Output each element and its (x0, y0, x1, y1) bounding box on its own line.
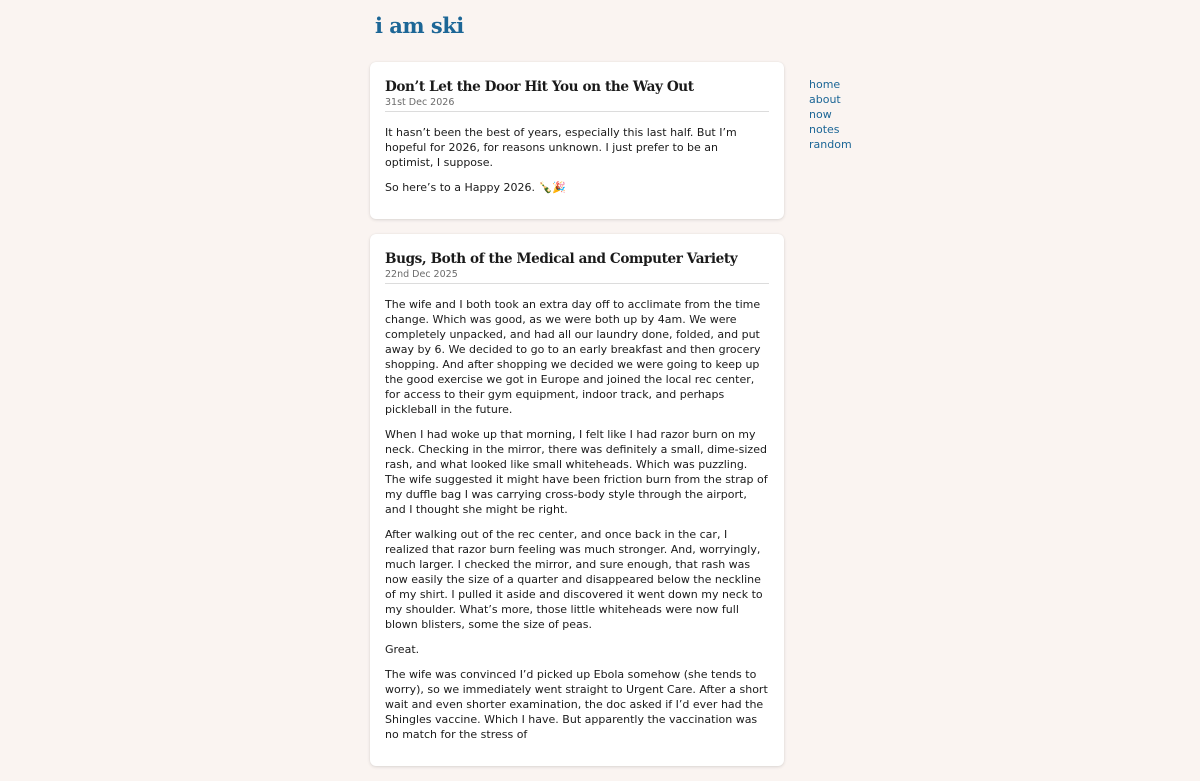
post-title[interactable]: Don’t Let the Door Hit You on the Way Out (385, 79, 694, 95)
nav-link-now[interactable]: now (809, 108, 832, 121)
post-paragraph: It hasn’t been the best of years, especially this last half. But I’m hopeful for 2026, for reasons unknown. I just prefer to be an optimist, I suppose. (385, 126, 737, 169)
post-paragraph: After walking out of the rec center, and once back in the car, I realized that razor burn feeling was much stronger. And, worryingly, much larger. I checked the mirror, and sure enough, that rash was now easily the size of a quarter and disappeared below the neckline of my shirt. I pulled it aside and discovered it went down my neck to my shoulder. What’s more, those little whiteheads were now full blown blisters, some the size of peas. (385, 528, 763, 631)
post-title[interactable]: Bugs, Both of the Medical and Computer Variety (385, 251, 738, 267)
post-paragraph: So here’s to a Happy 2026. 🍾🎉 (385, 181, 566, 194)
post-paragraph: The wife was convinced I’d picked up Ebola somehow (she tends to worry), so we immediately went straight to Urgent Care. After a short wait and even shorter examination, the doc asked if I’d ever had the Shingles vaccine. Which I have. But apparently the vaccination was no match for the stress of (385, 668, 768, 741)
nav-link-home[interactable]: home (809, 78, 841, 91)
site-title-link[interactable]: i am ski (375, 13, 464, 38)
sidebar-nav (809, 77, 852, 152)
post-paragraph: When I had woke up that morning, I felt like I had razor burn on my neck. Checking in the mirror, there was definitely a small, dime-sized rash, and what looked like small whiteheads. Which was puzzling. The wife suggested it might have been friction burn from the strap of my duffle bag I was carrying cross-body style through the airport, and I thought she might be right. (385, 428, 768, 516)
post-date: 22nd Dec 2025 (385, 269, 769, 284)
post-paragraph: Great. (385, 643, 420, 656)
post-date: 31st Dec 2026 (385, 97, 769, 112)
post-body (385, 125, 769, 195)
nav-link-about[interactable]: about (809, 93, 841, 106)
posts-list (370, 62, 784, 781)
post-card (370, 62, 784, 219)
nav-link-random[interactable]: random (809, 138, 852, 151)
post-body (385, 297, 769, 742)
nav-link-notes[interactable]: notes (809, 123, 840, 136)
post-card (370, 234, 784, 766)
post-paragraph: The wife and I both took an extra day off to acclimate from the time change. Which was good, as we were both up by 4am. We were completely unpacked, and had all our laundry done, folded, and put away by 6. We decided to go to an early breakfast and then grocery shopping. And after shopping we decided we were going to keep up the good exercise we got in Europe and joined the local rec center, for access to their gym equipment, indoor track, and perhaps pickleball in the future. (385, 298, 761, 416)
